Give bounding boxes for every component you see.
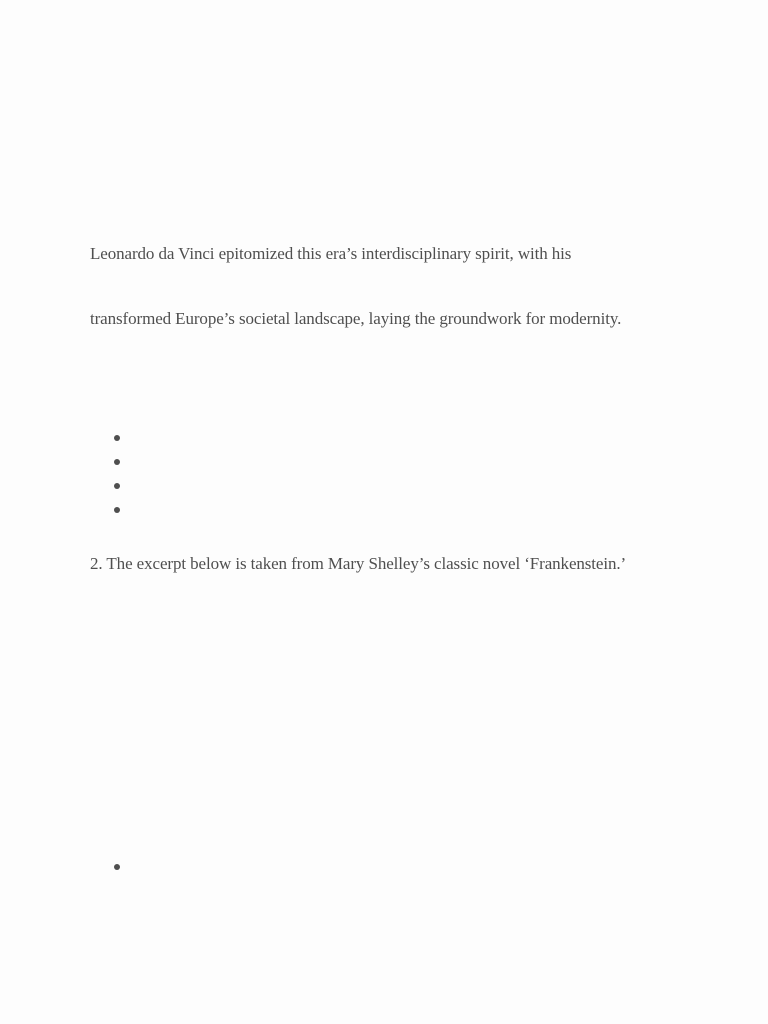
paragraph-leonardo: Leonardo da Vinci epitomized this era’s interdisciplinary spirit, with his [90, 244, 572, 263]
bullet-point [114, 864, 120, 870]
bullet-point [114, 483, 120, 489]
bullet-point [114, 459, 120, 465]
bullet-point [114, 507, 120, 513]
question-frankenstein: 2. The excerpt below is taken from Mary Shelley’s classic novel ‘Frankenstein.’ [90, 554, 627, 573]
paragraph-europe: transformed Europe’s societal landscape, laying the groundwork for modernity. [90, 309, 622, 328]
bullet-point [114, 435, 120, 441]
